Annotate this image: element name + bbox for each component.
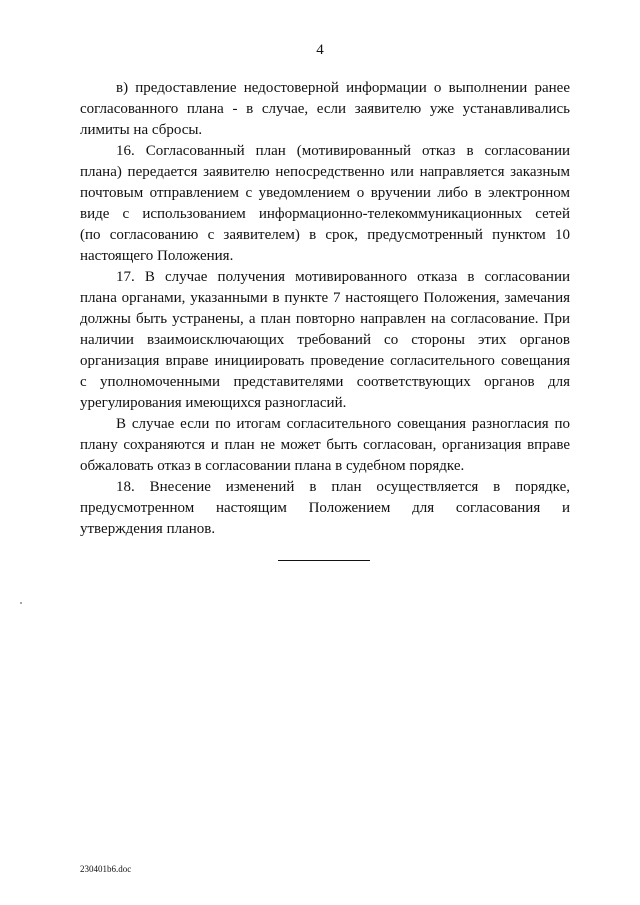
text-line: 17. В случае получения мотивированного отказа в согласовании [116,269,570,285]
text-line: в) предоставление недостоверной информации о выполнении ранее [116,80,570,96]
text-line: утверждения планов. [80,521,216,537]
text-line: плану сохраняются и план не может быть согласован, организация вправе [80,437,570,453]
text-line: наличии взаимоисключающих требований со стороны этих органов [80,332,570,348]
text-line: плана) передается заявителю непосредственно или направляется заказным [80,164,570,180]
text-line: предусмотренном настоящим Положением для согласования и [80,500,570,516]
text-line: должны быть устранены, а план повторно направлен на согласование. При [80,311,570,327]
text-line: почтовым отправлением с уведомлением о вручении либо в электронном [80,185,570,201]
text-line: урегулирования имеющихся разногласий. [80,395,347,411]
end-divider [278,560,370,561]
text-line: лимиты на сбросы. [80,122,203,138]
footer-file-name: 230401b6.doc [80,864,132,874]
text-line: обжаловать отказ в согласовании плана в судебном порядке. [80,458,465,474]
text-line: согласованного плана - в случае, если заявителю уже устанавливались [80,101,570,117]
text-line: организация вправе инициировать проведение согласительного совещания [80,353,570,369]
scan-speck [20,602,22,604]
text-line: виде с использованием информационно-телекоммуникационных сетей [80,206,570,222]
text-line: плана органами, указанными в пункте 7 настоящего Положения, замечания [80,290,570,306]
text-line: настоящего Положения. [80,248,234,264]
text-line: с уполномоченными представителями соответствующих органов для [80,374,570,390]
text-line: 18. Внесение изменений в план осуществляется в порядке, [116,479,570,495]
page-number: 4 [316,42,324,58]
document-body [80,78,570,540]
text-line: 16. Согласованный план (мотивированный отказ в согласовании [116,143,570,159]
text-line: (по согласованию с заявителем) в срок, предусмотренный пунктом 10 [80,227,570,243]
text-line: В случае если по итогам согласительного совещания разногласия по [116,416,570,432]
